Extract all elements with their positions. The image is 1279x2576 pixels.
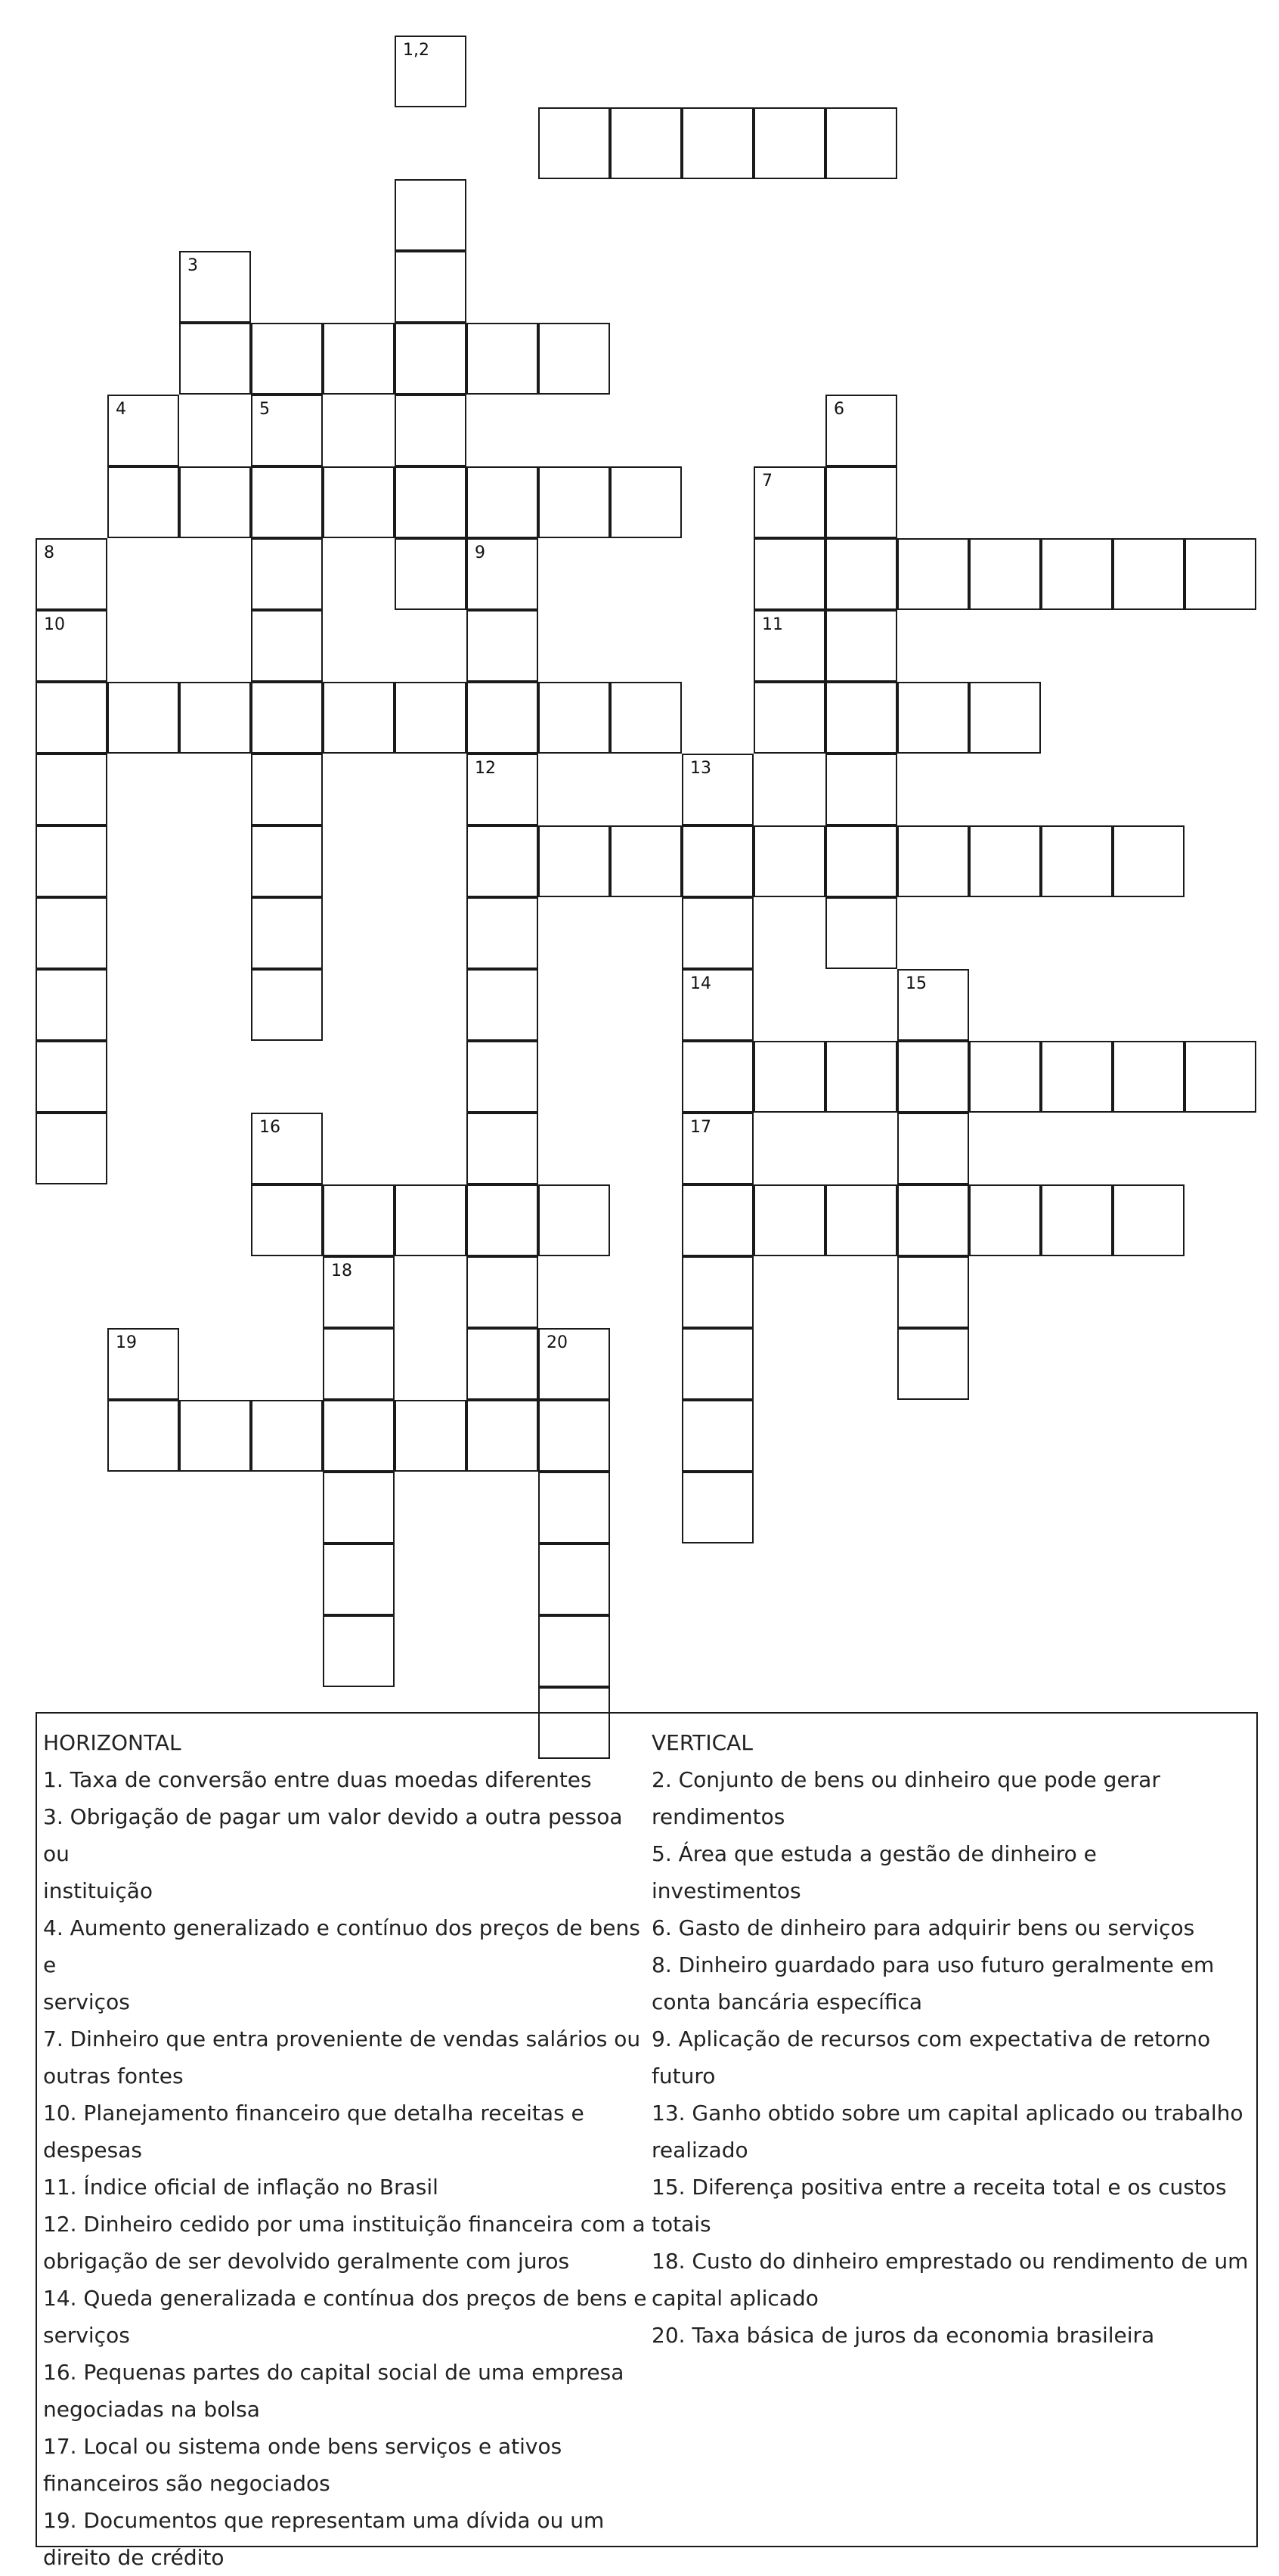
- grid-cell[interactable]: [1113, 1184, 1185, 1256]
- vertical-clue-line: 13. Ganho obtido sobre um capital aplicado ou trabalho: [652, 2101, 1243, 2126]
- grid-cell[interactable]: [897, 969, 969, 1041]
- vertical-clue-line: 6. Gasto de dinheiro para adquirir bens ou serviços: [652, 1915, 1195, 1940]
- grid-cell[interactable]: [897, 1041, 969, 1113]
- grid-cell[interactable]: [682, 1113, 754, 1184]
- clue-number: 17: [690, 1118, 711, 1137]
- grid-cell[interactable]: [323, 1256, 395, 1328]
- grid-cell[interactable]: [538, 1328, 610, 1400]
- clue-number: 1,2: [403, 41, 429, 60]
- grid-cell[interactable]: [466, 1113, 538, 1184]
- grid-cell[interactable]: [682, 897, 754, 969]
- grid-cell[interactable]: [466, 897, 538, 969]
- grid-cell[interactable]: [754, 825, 825, 897]
- grid-cell[interactable]: [251, 969, 323, 1041]
- grid-cell[interactable]: [610, 466, 682, 538]
- grid-cell[interactable]: [251, 1184, 323, 1256]
- clue-number: 8: [44, 543, 54, 562]
- grid-cell[interactable]: [395, 1184, 466, 1256]
- grid-cell[interactable]: [251, 538, 323, 610]
- grid-cell[interactable]: [754, 610, 825, 682]
- grid-cell[interactable]: [36, 538, 107, 610]
- grid-cell[interactable]: [466, 1400, 538, 1472]
- horizontal-clue-line: 14. Queda generalizada e contínua dos preços de bens e: [43, 2286, 647, 2311]
- horizontal-clue-line: despesas: [43, 2138, 142, 2163]
- grid-cell[interactable]: [825, 897, 897, 969]
- clues-box: [36, 1712, 1258, 2570]
- grid-cell[interactable]: [682, 969, 754, 1041]
- clue-number: 14: [690, 974, 711, 993]
- grid-cell[interactable]: [251, 1400, 323, 1472]
- grid-cell[interactable]: [36, 897, 107, 969]
- grid-cell[interactable]: [395, 1400, 466, 1472]
- grid-cell[interactable]: [395, 251, 466, 323]
- grid-cell[interactable]: [179, 466, 251, 538]
- grid-cell[interactable]: [897, 1184, 969, 1256]
- grid-cell[interactable]: [682, 754, 754, 825]
- vertical-clue-line: realizado: [652, 2138, 748, 2163]
- vertical-title: VERTICAL: [652, 1730, 753, 1755]
- grid-cell[interactable]: [323, 682, 395, 754]
- grid-cell[interactable]: [36, 1041, 107, 1113]
- grid-cell[interactable]: [323, 1543, 395, 1615]
- grid-cell[interactable]: [107, 1328, 179, 1400]
- grid-cell[interactable]: [107, 1400, 179, 1472]
- grid-cell[interactable]: [395, 682, 466, 754]
- grid-cell[interactable]: [179, 251, 251, 323]
- horizontal-clue-line: serviços: [43, 2323, 130, 2348]
- grid-cell[interactable]: [466, 1328, 538, 1400]
- clue-number: 9: [475, 543, 485, 562]
- grid-cell[interactable]: [897, 1328, 969, 1400]
- grid-cell[interactable]: [825, 610, 897, 682]
- vertical-clue-line: totais: [652, 2212, 711, 2237]
- grid-cell[interactable]: [251, 1113, 323, 1184]
- horizontal-clue-line: 3. Obrigação de pagar um valor devido a outra pessoa ou: [43, 1804, 623, 1866]
- horizontal-clue-line: 16. Pequenas partes do capital social de uma empresa: [43, 2360, 624, 2385]
- clue-number: 16: [259, 1118, 280, 1137]
- grid-cell[interactable]: [466, 1256, 538, 1328]
- vertical-clue-line: futuro: [652, 2064, 716, 2088]
- grid-cell[interactable]: [36, 754, 107, 825]
- grid-cell[interactable]: [395, 466, 466, 538]
- horizontal-clue-line: 12. Dinheiro cedido por uma instituição financeira com a: [43, 2212, 646, 2237]
- horizontal-clue-line: 11. Índice oficial de inflação no Brasil: [43, 2175, 438, 2200]
- grid-cell[interactable]: [1185, 1041, 1256, 1113]
- grid-cell[interactable]: [825, 538, 897, 610]
- grid-cell[interactable]: [36, 825, 107, 897]
- clue-number: 15: [906, 974, 927, 993]
- grid-cell[interactable]: [179, 1400, 251, 1472]
- horizontal-clue-line: serviços: [43, 1989, 130, 2014]
- clue-number: 13: [690, 759, 711, 778]
- grid-cell[interactable]: [538, 1615, 610, 1687]
- horizontal-clue-line: 7. Dinheiro que entra proveniente de vendas salários ou: [43, 2026, 641, 2051]
- vertical-clue-line: 5. Área que estuda a gestão de dinheiro e investimentos: [652, 1841, 1097, 1903]
- horizontal-clue-line: 19. Documentos que representam uma dívida ou um: [43, 2508, 605, 2533]
- grid-cell[interactable]: [897, 1256, 969, 1328]
- grid-cell[interactable]: [897, 682, 969, 754]
- grid-cell[interactable]: [610, 682, 682, 754]
- grid-cell[interactable]: [897, 1113, 969, 1184]
- grid-cell[interactable]: [538, 323, 610, 395]
- grid-cell[interactable]: [610, 107, 682, 179]
- grid-cell[interactable]: [682, 1400, 754, 1472]
- grid-cell[interactable]: [754, 682, 825, 754]
- grid-cell[interactable]: [251, 682, 323, 754]
- grid-cell[interactable]: [897, 538, 969, 610]
- grid-cell[interactable]: [969, 825, 1041, 897]
- grid-cell[interactable]: [466, 466, 538, 538]
- grid-cell[interactable]: [897, 825, 969, 897]
- grid-cell[interactable]: [1041, 1041, 1113, 1113]
- clue-number: 5: [259, 400, 270, 419]
- grid-cell[interactable]: [36, 969, 107, 1041]
- clue-number: 19: [116, 1333, 137, 1352]
- grid-cell[interactable]: [323, 323, 395, 395]
- grid-cell[interactable]: [754, 538, 825, 610]
- clue-number: 7: [762, 472, 773, 491]
- grid-cell[interactable]: [395, 538, 466, 610]
- grid-cell[interactable]: [36, 682, 107, 754]
- grid-cell[interactable]: [538, 466, 610, 538]
- horizontal-clue-line: outras fontes: [43, 2064, 184, 2088]
- grid-cell[interactable]: [251, 825, 323, 897]
- grid-cell[interactable]: [682, 1328, 754, 1400]
- clue-number: 10: [44, 615, 65, 634]
- grid-cell[interactable]: [466, 538, 538, 610]
- grid-cell[interactable]: [107, 466, 179, 538]
- grid-cell[interactable]: [251, 897, 323, 969]
- grid-cell[interactable]: [107, 682, 179, 754]
- grid-cell[interactable]: [538, 1543, 610, 1615]
- grid-cell[interactable]: [466, 969, 538, 1041]
- grid-cell[interactable]: [323, 1184, 395, 1256]
- grid-cell[interactable]: [323, 1400, 395, 1472]
- grid-cell[interactable]: [538, 825, 610, 897]
- grid-cell[interactable]: [754, 1041, 825, 1113]
- grid-cell[interactable]: [754, 1184, 825, 1256]
- grid-cell[interactable]: [1041, 1184, 1113, 1256]
- grid-cell[interactable]: [107, 395, 179, 466]
- grid-cell[interactable]: [610, 825, 682, 897]
- horizontal-clue-line: financeiros são negociados: [43, 2471, 330, 2496]
- horizontal-title: HORIZONTAL: [43, 1730, 181, 1755]
- horizontal-clue-line: 10. Planejamento financeiro que detalha receitas e: [43, 2101, 584, 2126]
- grid-cell[interactable]: [682, 1184, 754, 1256]
- grid-cell[interactable]: [969, 1184, 1041, 1256]
- grid-cell[interactable]: [395, 323, 466, 395]
- vertical-clue-line: 9. Aplicação de recursos com expectativa de retorno: [652, 2026, 1211, 2051]
- grid-cell[interactable]: [825, 754, 897, 825]
- grid-cell[interactable]: [1113, 538, 1185, 610]
- clue-number: 4: [116, 400, 126, 419]
- grid-cell[interactable]: [466, 323, 538, 395]
- grid-cell[interactable]: [466, 1184, 538, 1256]
- grid-cell[interactable]: [395, 395, 466, 466]
- grid-cell[interactable]: [825, 107, 897, 179]
- grid-cell[interactable]: [179, 682, 251, 754]
- vertical-clue-list: [652, 1761, 1249, 2354]
- grid-cell[interactable]: [1041, 825, 1113, 897]
- grid-cell[interactable]: [538, 682, 610, 754]
- vertical-clue-line: 20. Taxa básica de juros da economia brasileira: [652, 2323, 1155, 2348]
- horizontal-clue-line: direito de crédito: [43, 2545, 225, 2570]
- grid-cell[interactable]: [825, 1041, 897, 1113]
- horizontal-clues: [43, 1724, 648, 2576]
- grid-cell[interactable]: [251, 466, 323, 538]
- vertical-clue-line: 18. Custo do dinheiro emprestado ou rendimento de um: [652, 2249, 1249, 2274]
- vertical-clue-line: capital aplicado: [652, 2286, 819, 2311]
- grid-cell[interactable]: [825, 825, 897, 897]
- grid-cell[interactable]: [1185, 538, 1256, 610]
- vertical-clue-line: 8. Dinheiro guardado para uso futuro geralmente em: [652, 1952, 1215, 1977]
- grid-cell[interactable]: [538, 1472, 610, 1543]
- grid-cell[interactable]: [1113, 1041, 1185, 1113]
- horizontal-clue-line: instituição: [43, 1878, 153, 1903]
- grid-cell[interactable]: [251, 323, 323, 395]
- clue-number: 20: [547, 1333, 568, 1352]
- clue-number: 18: [331, 1262, 352, 1280]
- clue-number: 6: [834, 400, 844, 419]
- grid-cell[interactable]: [682, 1472, 754, 1543]
- grid-cell[interactable]: [251, 754, 323, 825]
- grid-cell[interactable]: [466, 682, 538, 754]
- grid-cell[interactable]: [825, 466, 897, 538]
- horizontal-clue-line: 1. Taxa de conversão entre duas moedas diferentes: [43, 1767, 592, 1792]
- grid-cell[interactable]: [466, 825, 538, 897]
- grid-cell[interactable]: [323, 466, 395, 538]
- grid-cell[interactable]: [395, 179, 466, 251]
- grid-cell[interactable]: [323, 1615, 395, 1687]
- grid-cell[interactable]: [682, 825, 754, 897]
- grid-cell[interactable]: [323, 1472, 395, 1543]
- grid-cell[interactable]: [1113, 825, 1185, 897]
- grid-cell[interactable]: [969, 682, 1041, 754]
- grid-cell[interactable]: [395, 36, 466, 107]
- grid-cell[interactable]: [1041, 538, 1113, 610]
- grid-cell[interactable]: [825, 395, 897, 466]
- horizontal-clue-line: 17. Local ou sistema onde bens serviços e ativos: [43, 2434, 562, 2459]
- vertical-clue-line: 15. Diferença positiva entre a receita total e os custos: [652, 2175, 1227, 2200]
- grid-cell[interactable]: [36, 610, 107, 682]
- grid-cell[interactable]: [754, 466, 825, 538]
- grid-cell[interactable]: [466, 754, 538, 825]
- grid-cell[interactable]: [825, 682, 897, 754]
- vertical-clue-line: rendimentos: [652, 1804, 785, 1829]
- grid-cell[interactable]: [251, 610, 323, 682]
- horizontal-clue-list: [43, 1761, 648, 2576]
- grid-cell[interactable]: [682, 107, 754, 179]
- grid-cell[interactable]: [682, 1041, 754, 1113]
- horizontal-clue-line: obrigação de ser devolvido geralmente com juros: [43, 2249, 570, 2274]
- clue-number: 3: [187, 256, 198, 275]
- grid-cell[interactable]: [538, 1400, 610, 1472]
- grid-cell[interactable]: [969, 1041, 1041, 1113]
- grid-cell[interactable]: [323, 1328, 395, 1400]
- grid-cell[interactable]: [754, 107, 825, 179]
- grid-cell[interactable]: [825, 1184, 897, 1256]
- grid-cell[interactable]: [466, 610, 538, 682]
- grid-cell[interactable]: [538, 1184, 610, 1256]
- clue-number: 11: [762, 615, 783, 634]
- grid-cell[interactable]: [179, 323, 251, 395]
- grid-cell[interactable]: [538, 107, 610, 179]
- grid-cell[interactable]: [969, 538, 1041, 610]
- grid-cell[interactable]: [682, 1256, 754, 1328]
- grid-cell[interactable]: [36, 1113, 107, 1184]
- vertical-clues: [652, 1724, 1249, 2354]
- vertical-clue-line: 2. Conjunto de bens ou dinheiro que pode gerar: [652, 1767, 1160, 1792]
- horizontal-clue-line: 4. Aumento generalizado e contínuo dos preços de bens e: [43, 1915, 640, 1977]
- vertical-clue-line: conta bancária específica: [652, 1989, 923, 2014]
- grid-cell[interactable]: [466, 1041, 538, 1113]
- clue-number: 12: [475, 759, 496, 778]
- grid-cell[interactable]: [251, 395, 323, 466]
- horizontal-clue-line: negociadas na bolsa: [43, 2397, 260, 2422]
